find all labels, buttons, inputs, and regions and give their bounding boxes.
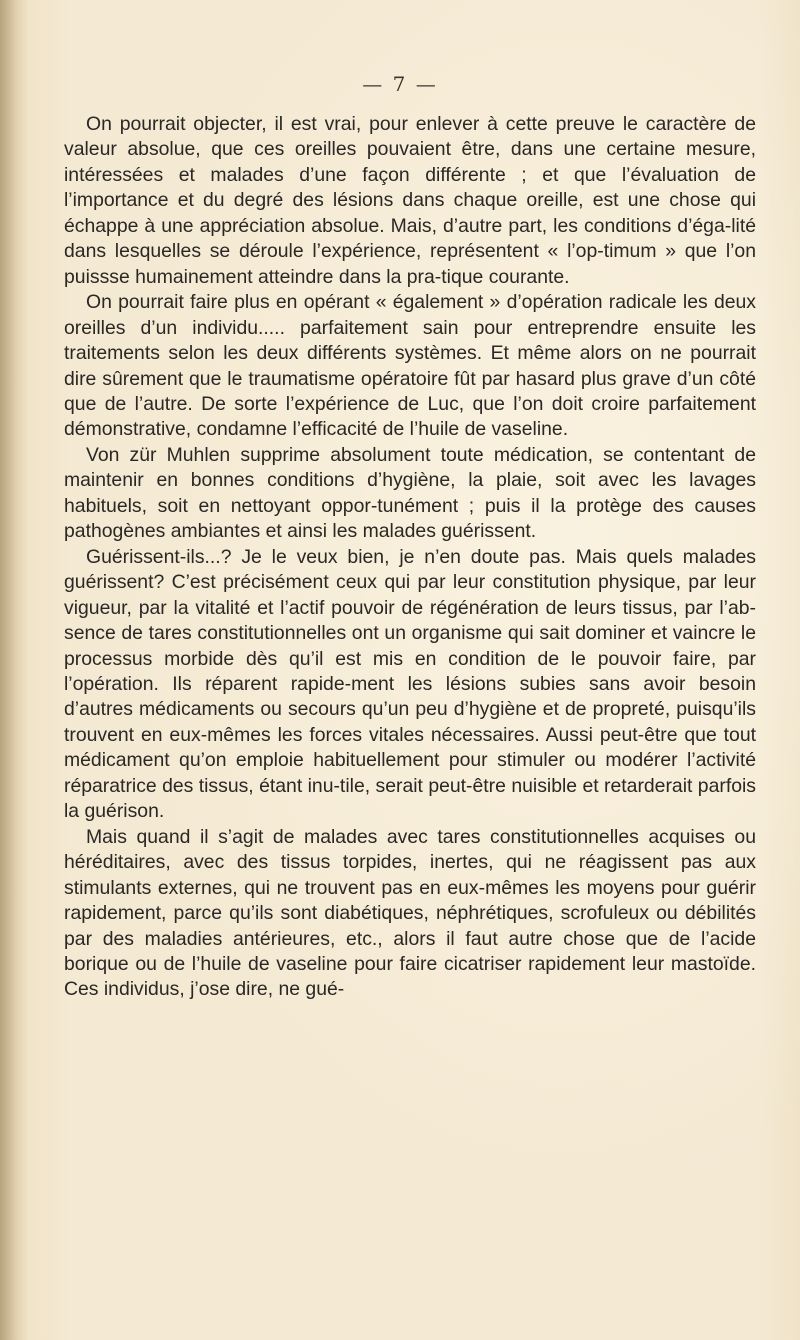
paragraph-4: Guérissent-ils...? Je le veux bien, je n’en doute pas. Mais quels malades guérissent? C’est précisément ceux qui par leur constitution physique, par leur vigueur, par la vitalité et l’actif pouvoir de régénération de leurs tissus, par l’ab-sence de tares constitutionnelles ont un organisme qui sait dominer et vaincre le processus morbide dès qu’il est mis en condition de le pouvoir faire, par l’opération. Ils réparent rapide-ment les lésions subies sans avoir besoin d’autres médicaments ou secours qu’un peu d’hygiène et de propreté, puisqu’ils trouvent en eux-mêmes les forces vitales nécessaires. Aussi peut-être que tout médicament qu’on emploie habituellement pour stimuler ou modérer l’activité réparatrice des tissus, étant inu-tile, serait peut-être nuisible et retarderait parfois la guérison. bbox=[64, 545, 756, 823]
paragraph-5: Mais quand il s’agit de malades avec tares constitutionnelles acquises ou héréditaires, avec des tissus torpides, inertes, qui ne réagissent pas aux stimulants externes, qui ne trouvent pas en eux-mêmes les moyens pour guérir rapidement, parce qu’ils sont diabétiques, néphrétiques, scrofuleux ou débilités par des maladies antérieures, etc., alors il faut autre chose que de l’acide borique ou de l’huile de vaseline pour faire cicatriser rapidement leur mastoïde. Ces individus, j’ose dire, ne gué- bbox=[64, 825, 756, 1001]
page-number: — 7 — bbox=[362, 72, 438, 96]
paragraph-3: Von zür Muhlen supprime absolument toute médication, se contentant de maintenir en bonnes conditions d’hygiène, la plaie, soit avec les lavages habituels, soit en nettoyant oppor-tunément ; puis il la protège des causes pathogènes ambiantes et ainsi les malades guérissent. bbox=[64, 443, 756, 543]
body-text bbox=[64, 112, 756, 1003]
paragraph-2: On pourrait faire plus en opérant « également » d’opération radicale les deux oreilles d’un individu..... parfaitement sain pour entreprendre ensuite les traitements selon les deux différents systèmes. Et même alors on ne pourrait dire sûrement que le traumatisme opératoire fût par hasard plus grave d’un côté que de l’autre. De sorte l’expérience de Luc, que l’on doit croire parfaitement démonstrative, condamne l’efficacité de l’huile de vaseline. bbox=[64, 291, 756, 441]
binding-shadow bbox=[0, 0, 28, 1340]
paragraph-1: On pourrait objecter, il est vrai, pour enlever à cette preuve le caractère de valeur absolue, que ces oreilles pouvaient être, dans une certaine mesure, intéressées et malades d’une façon différente ; et que l’évaluation de l’importance et du degré des lésions dans chaque oreille, est une chose qui échappe à une appréciation absolue. Mais, d’autre part, les conditions d’éga-lité dans lesquelles se déroule l’expérience, représentent « l’op-timum » que l’on puissse humainement atteindre dans la pra-tique courante. bbox=[64, 113, 756, 288]
